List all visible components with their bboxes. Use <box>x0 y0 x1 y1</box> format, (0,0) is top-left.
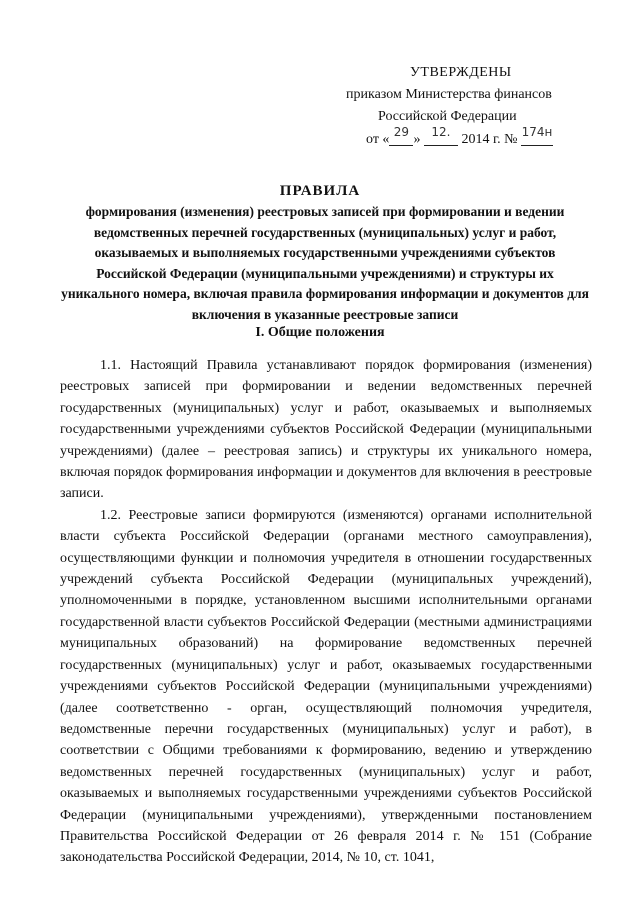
section-heading: I. Общие положения <box>255 325 385 340</box>
month-handwritten: 12. <box>431 125 451 139</box>
document-title: ПРАВИЛА <box>279 183 361 199</box>
day-handwritten: 29 <box>393 125 410 139</box>
approval-country-line: Российской Федерации <box>378 109 517 124</box>
paragraph-1-1: 1.1. Настоящий Правила устанавливают порядок формирования (изменения) реестровых записей при формировании и ведении ведомственных перечней государственных (муниципальных) услуг и работ, оказываемых и выполняемых государственными учреждениями субъектов Российской Федерации (муниципальными учреждениями) (далее – реестровая запись) и структуры их уникального номера, включая порядок формирования информации и документов для включения в реестровые записи. <box>60 358 592 502</box>
document-subtitle: формирования (изменения) реестровых записей при формировании и ведении ведомственных перечней государственных (муниципальных) услуг и работ, оказываемых и выполняемых государственными учреждениями субъектов Российской Федерации (муниципальными учреждениями) и структуры их уникального номера, включая правила формирования информации и документов для включения в указанные реестровые записи <box>61 204 589 322</box>
approval-date-line <box>340 125 590 151</box>
paragraph-1-2: 1.2. Реестровые записи формируются (изменяются) органами исполнительной власти субъекта Российской Федерации (органами местного самоуправления), осуществляющими функции и полномочия учредителя в отношении государственных учреждений субъекта Российской Федерации (муниципальных учреждений), уполномоченными в порядке, установленном высшими исполнительными органами государственной власти субъектов Российской Федерации (местными администрациями муниципальных образований) на формирование ведомственных перечней государственных (муниципальных) услуг и работ, оказываемых государственными учреждениями субъектов Российской Федерации (муниципальными учреждениями) (далее соответственно - орган, осуществляющий полномочия учредителя, ведомственные перечни государственных (муниципальных) услуг и работ), в соответствии с Общими требованиями к формированию, ведению и утверждению ведомственных перечней государственных (муниципальных) услуг и работ, оказываемых и выполняемых государственными учреждениями субъектов Российской Федерации (муниципальными учреждениями), утвержденными постановлением Правительства Российской Федерации от 26 февраля 2014 г. № 151 (Собрание законодательства Российской Федерации, 2014, № 10, ст. 1041, <box>60 507 592 866</box>
day-field <box>389 125 413 146</box>
approval-order-line: приказом Министерства финансов <box>346 87 552 102</box>
month-field <box>424 125 458 146</box>
approval-heading: УТВЕРЖДЕНЫ <box>410 65 512 80</box>
date-mid: » <box>413 132 421 147</box>
number-field <box>521 125 553 146</box>
date-prefix: от « <box>366 132 390 147</box>
number-handwritten: 174н <box>521 125 553 139</box>
approval-block <box>340 62 590 151</box>
year-text: 2014 г. № <box>461 132 518 147</box>
document-body <box>60 355 592 869</box>
